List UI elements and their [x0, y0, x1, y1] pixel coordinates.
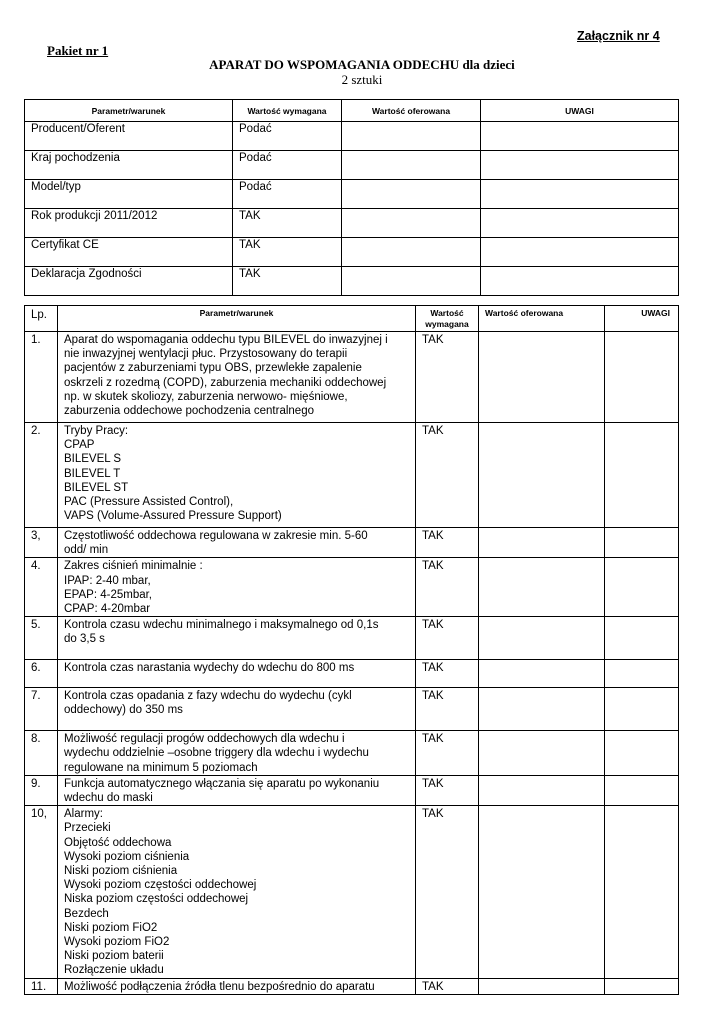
table-row	[25, 775, 679, 805]
required-cell: TAK	[416, 527, 479, 557]
header-offered: Wartość oferowana	[342, 100, 481, 122]
table-row	[25, 660, 679, 688]
offered-cell[interactable]	[479, 660, 605, 688]
param-line: Niski poziom ciśnienia	[64, 864, 178, 877]
param-line: oddechowy) do 350 ms	[64, 704, 183, 717]
lp-cell: 8.	[25, 731, 58, 776]
offered-cell[interactable]	[342, 238, 481, 267]
table-row	[25, 151, 679, 180]
specification-body	[25, 331, 679, 994]
param-line: pacjentów z zaburzeniami typu OBS, przewlekłe zapalenie	[64, 362, 362, 375]
required-cell: TAK	[233, 209, 342, 238]
param-cell	[58, 527, 416, 557]
param-cell	[58, 806, 416, 978]
offered-cell[interactable]	[479, 731, 605, 776]
offered-cell[interactable]	[342, 267, 481, 296]
notes-cell[interactable]	[481, 238, 679, 267]
offered-cell[interactable]	[342, 151, 481, 180]
required-cell: TAK	[416, 617, 479, 660]
notes-cell[interactable]	[481, 209, 679, 238]
required-cell: Podać	[233, 180, 342, 209]
offered-cell[interactable]	[479, 558, 605, 617]
param-cell	[58, 422, 416, 527]
param-cell: Certyfikat CE	[25, 238, 233, 267]
notes-cell[interactable]	[605, 978, 679, 994]
notes-cell[interactable]	[481, 151, 679, 180]
quantity-label: 2 sztuki	[341, 72, 383, 87]
required-cell: TAK	[416, 660, 479, 688]
offered-cell[interactable]	[342, 180, 481, 209]
param-line: Możliwość podłączenia źródła tlenu bezpośrednio do aparatu	[64, 980, 375, 993]
required-cell: TAK	[416, 688, 479, 731]
required-cell: TAK	[233, 267, 342, 296]
table-row	[25, 806, 679, 978]
required-cell: TAK	[416, 978, 479, 994]
param-line: Rozłączenie układu	[64, 964, 164, 977]
notes-cell[interactable]	[605, 688, 679, 731]
param-line: Bezdech	[64, 907, 109, 920]
param-line: np. w skutek skoliozy, zaburzenia nerwowo- mięśniowe,	[64, 390, 348, 403]
param-line: Niski poziom baterii	[64, 950, 164, 963]
table-row	[25, 617, 679, 660]
basic-info-table	[24, 99, 679, 296]
offered-cell[interactable]	[479, 422, 605, 527]
header-required: Wartość wymagana	[233, 100, 342, 122]
param-line: wydechu oddzielnie –osobne triggery dla wdechu i wydechu	[64, 747, 369, 760]
param-line: zaburzenia oddechowe pochodzenia centralnego	[64, 404, 314, 417]
param-line: CPAP: 4-20mbar	[64, 602, 151, 615]
param-line: Przecieki	[64, 822, 111, 835]
header-lp: Lp.	[25, 306, 58, 332]
header-required-line1: Wartość	[430, 308, 464, 318]
param-line: Funkcja automatycznego włączania się aparatu po wykonaniu	[64, 777, 380, 790]
param-line: Wysoki poziom ciśnienia	[64, 850, 190, 863]
lp-cell: 11.	[25, 978, 58, 994]
param-cell	[58, 558, 416, 617]
param-line: Aparat do wspomagania oddechu typu BILEVEL do inwazyjnej i	[64, 333, 388, 346]
header-offered: Wartość oferowana	[479, 306, 605, 332]
notes-cell[interactable]	[605, 422, 679, 527]
param-cell: Rok produkcji 2011/2012	[25, 209, 233, 238]
notes-cell[interactable]	[605, 731, 679, 776]
param-line: Wysoki poziom częstości oddechowej	[64, 879, 257, 892]
required-cell: TAK	[416, 806, 479, 978]
lp-cell: 2.	[25, 422, 58, 527]
offered-cell[interactable]	[479, 527, 605, 557]
table-row	[25, 180, 679, 209]
packet-label: Pakiet nr 1	[47, 43, 109, 58]
required-cell: TAK	[416, 422, 479, 527]
header-param: Parametr/warunek	[58, 306, 416, 332]
param-cell	[58, 731, 416, 776]
offered-cell[interactable]	[479, 617, 605, 660]
required-cell: Podać	[233, 151, 342, 180]
table-row	[25, 558, 679, 617]
param-line: BILEVEL ST	[64, 481, 129, 494]
param-cell: Model/typ	[25, 180, 233, 209]
offered-cell[interactable]	[479, 331, 605, 422]
notes-cell[interactable]	[481, 267, 679, 296]
lp-cell: 9.	[25, 775, 58, 805]
param-line: Objętość oddechowa	[64, 836, 172, 849]
notes-cell[interactable]	[481, 180, 679, 209]
table-row	[25, 731, 679, 776]
param-cell: Producent/Oferent	[25, 122, 233, 151]
document-title: APARAT DO WSPOMAGANIA ODDECHU dla dzieci	[209, 57, 515, 72]
notes-cell[interactable]	[605, 558, 679, 617]
param-line: Niska poziom częstości oddechowej	[64, 893, 249, 906]
header-param: Parametr/warunek	[25, 100, 233, 122]
lp-cell: 10,	[25, 806, 58, 978]
required-cell: TAK	[416, 331, 479, 422]
param-line: BILEVEL S	[64, 453, 122, 466]
table-row	[25, 209, 679, 238]
param-line: Kontrola czasu wdechu minimalnego i maksymalnego od 0,1s	[64, 619, 379, 632]
param-line: CPAP	[64, 439, 95, 452]
param-line: Kontrola czas opadania z fazy wdechu do wydechu (cykl	[64, 690, 352, 703]
param-line: regulowane na minimum 5 poziomach	[64, 761, 258, 774]
table-header-row	[25, 306, 679, 332]
notes-cell[interactable]	[605, 617, 679, 660]
header-notes: UWAGI	[481, 100, 679, 122]
table-row	[25, 238, 679, 267]
lp-cell: 7.	[25, 688, 58, 731]
param-cell	[58, 688, 416, 731]
param-cell: Kraj pochodzenia	[25, 151, 233, 180]
notes-cell[interactable]	[605, 660, 679, 688]
param-cell	[58, 331, 416, 422]
table-row	[25, 331, 679, 422]
param-line: VAPS (Volume-Assured Pressure Support)	[64, 510, 282, 523]
param-cell	[58, 660, 416, 688]
param-line: Kontrola czas narastania wydechy do wdechu do 800 ms	[64, 662, 355, 675]
table-row	[25, 978, 679, 994]
header-notes: UWAGI	[605, 306, 679, 332]
param-line: Częstotliwość oddechowa regulowana w zakresie min. 5-60	[64, 529, 368, 542]
lp-cell: 4.	[25, 558, 58, 617]
param-line: BILEVEL T	[64, 467, 121, 480]
offered-cell[interactable]	[479, 688, 605, 731]
notes-cell[interactable]	[605, 527, 679, 557]
param-line: nie inwazyjnej wentylacji płuc. Przystosowany do terapii	[64, 348, 348, 361]
table-row	[25, 527, 679, 557]
table-row	[25, 267, 679, 296]
param-cell	[58, 617, 416, 660]
param-line: EPAP: 4-25mbar,	[64, 588, 152, 601]
notes-cell[interactable]	[605, 775, 679, 805]
lp-cell: 1.	[25, 331, 58, 422]
param-cell	[58, 775, 416, 805]
param-line: Tryby Pracy:	[64, 424, 129, 437]
table-row	[25, 688, 679, 731]
lp-cell: 5.	[25, 617, 58, 660]
notes-cell[interactable]	[605, 806, 679, 978]
required-cell: Podać	[233, 122, 342, 151]
offered-cell[interactable]	[342, 122, 481, 151]
offered-cell[interactable]	[479, 978, 605, 994]
required-cell: TAK	[416, 731, 479, 776]
lp-cell: 6.	[25, 660, 58, 688]
param-line: Niski poziom FiO2	[64, 921, 158, 934]
param-line: odd/ min	[64, 544, 109, 557]
param-line: IPAP: 2-40 mbar,	[64, 574, 151, 587]
param-line: Wysoki poziom FiO2	[64, 936, 170, 948]
table-row	[25, 122, 679, 151]
basic-info-body	[25, 122, 679, 296]
header-required	[416, 306, 479, 332]
param-cell: Deklaracja Zgodności	[25, 267, 233, 296]
required-cell: TAK	[416, 775, 479, 805]
param-line: Zakres ciśnień minimalnie :	[64, 560, 203, 573]
notes-cell[interactable]	[481, 122, 679, 151]
param-line: PAC (Pressure Assisted Control),	[64, 495, 234, 508]
param-line: Alarmy:	[64, 808, 103, 821]
offered-cell[interactable]	[479, 775, 605, 805]
offered-cell[interactable]	[479, 806, 605, 978]
lp-cell: 3,	[25, 527, 58, 557]
offered-cell[interactable]	[342, 209, 481, 238]
header-required-line2: wymagana	[425, 319, 469, 330]
param-line: wdechu do maski	[64, 791, 153, 804]
param-line: Możliwość regulacji progów oddechowych dla wdechu i	[64, 733, 345, 746]
required-cell: TAK	[416, 558, 479, 617]
required-cell: TAK	[233, 238, 342, 267]
notes-cell[interactable]	[605, 331, 679, 422]
param-line: oskrzeli z rozedmą (COPD), zaburzenia mechaniki oddechowej	[64, 376, 387, 389]
annex-label: Załącznik nr 4	[577, 29, 660, 43]
specification-table	[24, 305, 679, 995]
param-line: do 3,5 s	[64, 633, 105, 646]
param-cell	[58, 978, 416, 994]
table-row	[25, 422, 679, 527]
table-header-row	[25, 100, 679, 122]
